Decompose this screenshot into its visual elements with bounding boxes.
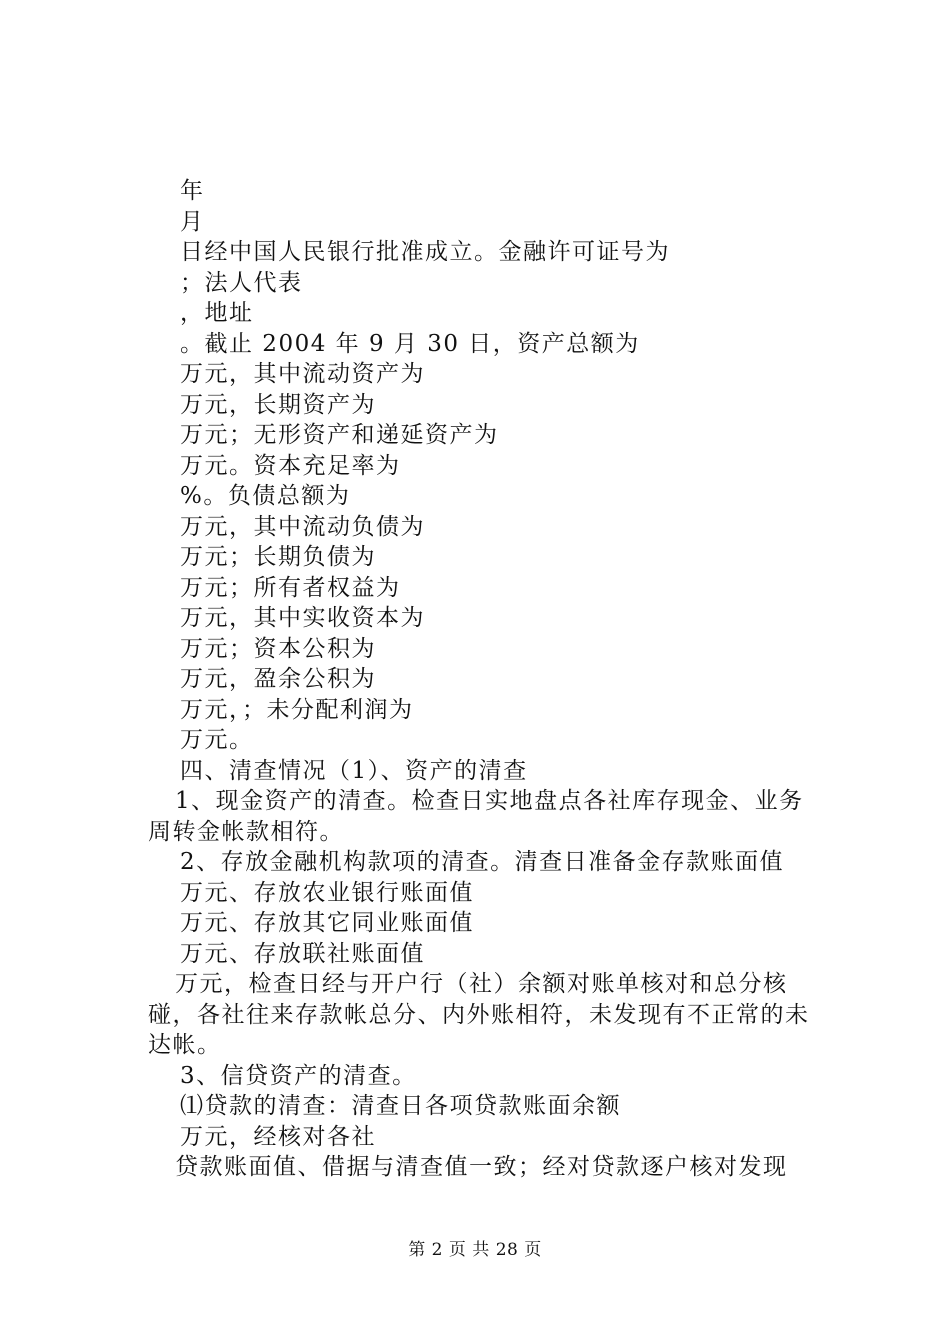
text-line: %。负债总额为 [180,483,351,509]
text-line: ，地址 [180,300,254,326]
text-line: 万元，；未分配利润为 [180,696,414,723]
text-line: 万元、存放其它同业账面值 [180,910,474,936]
text-line: 月 [180,208,205,235]
text-line: 。截止 2004 年 9 月 30 日，资产总额为 [180,330,640,357]
section-heading: 四、清查情况（1）、资产的清查 [180,757,528,784]
text-line: 万元，经核对各社 [180,1123,376,1150]
text-line: 年 [180,178,205,204]
text-line: 日经中国人民银行批准成立。金融许可证号为 [180,239,670,265]
text-line: 万元。 [180,727,254,753]
text-line: 达帐。 [148,1032,222,1058]
text-line: 万元，检查日经与开户行（社）余额对账单核对和总分核 [175,971,788,997]
page-number-footer: 第 2 页 共 28 页 [408,1240,542,1260]
text-line: 3、信贷资产的清查。 [180,1062,417,1089]
text-line: 贷款账面值、借据与清查值一致；经对贷款逐户核对发现 [175,1154,788,1180]
text-line: 万元；资本公积为 [180,635,376,662]
text-line: 1、现金资产的清查。检查日实地盘点各社库存现金、业务 [175,788,804,814]
text-line: 万元，盈余公积为 [180,666,376,692]
text-line: 万元，长期资产为 [180,391,376,418]
text-line: 万元，其中流动负债为 [180,513,425,540]
text-line: 万元，其中实收资本为 [180,605,425,631]
body-text [148,176,835,1183]
text-line: 2、存放金融机构款项的清查。清查日准备金存款账面值 [180,849,785,875]
text-line: 万元；长期负债为 [180,544,376,570]
text-line: 碰，各社往来存款帐总分、内外账相符，未发现有不正常的未 [148,1001,810,1028]
text-line: 万元。资本充足率为 [180,452,401,479]
text-line: 万元、存放农业银行账面值 [180,879,474,906]
text-line: ；法人代表 [180,269,303,296]
text-line: 万元、存放联社账面值 [180,940,425,967]
text-line: 万元；无形资产和递延资产为 [180,422,499,448]
text-line: 万元，其中流动资产为 [180,361,425,387]
text-line: 万元；所有者权益为 [180,574,401,601]
text-line: ⑴贷款的清查：清查日各项贷款账面余额 [180,1093,621,1119]
text-line: 周转金帐款相符。 [148,818,344,845]
